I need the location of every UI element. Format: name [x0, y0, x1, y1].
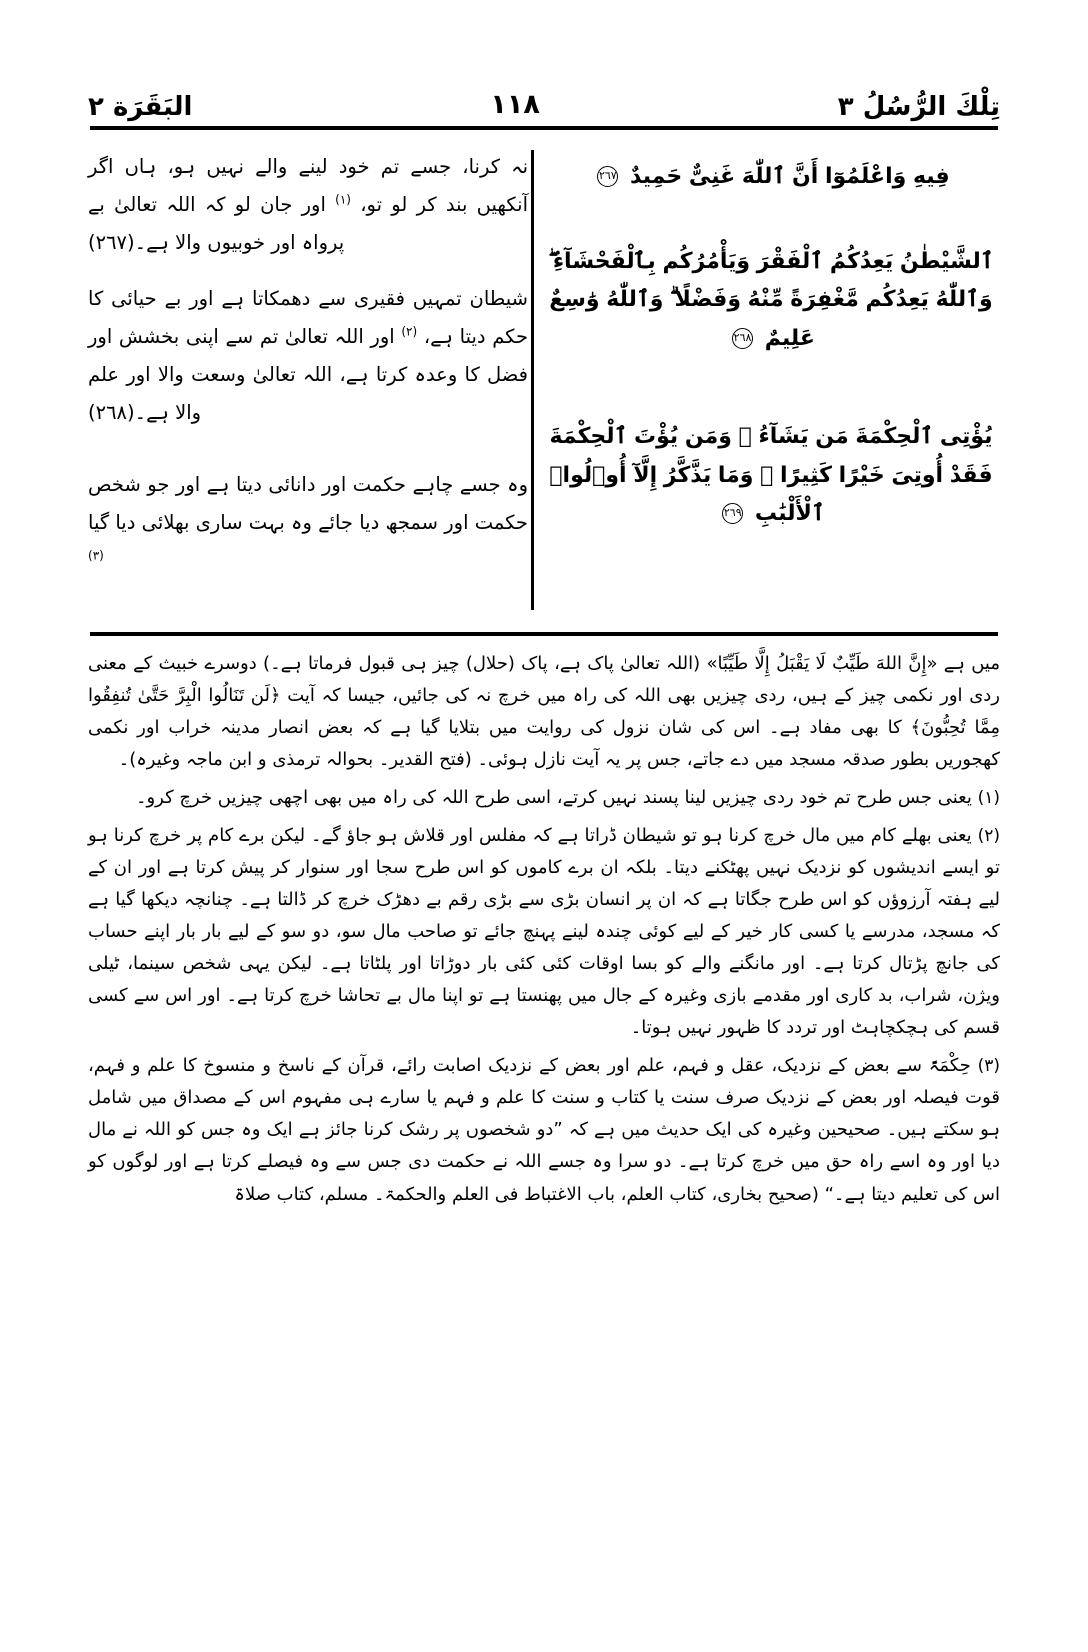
ayah-268-number: ٢٦٨	[732, 328, 753, 349]
translation-269	[88, 466, 528, 580]
ayah-267	[542, 158, 1000, 197]
note-text-1: یعنی جس طرح تم خود ردی چیزیں لینا پسند نہیں کرتے، اسی طرح اللہ کی راہ میں بھی اچھی چیزیں خرچ کرو۔	[135, 787, 972, 809]
note-text-2: یعنی بھلے کام میں مال خرچ کرنا ہو تو شیطان ڈراتا ہے کہ مفلس اور قلاش ہو جاؤ گے۔ لیکن برے کام پر خرچ کرنا ہو تو ایسے اندیشوں کو نزدیک نہیں پھٹکنے دیتا۔ بلکہ ان برے کاموں کو اس طرح سجا اور سنوار کر پیش کرتا ہے اور ان کے لیے ہفتہ آرزوؤں کو اس طرح جگاتا ہے کہ ان پر انسان بڑی سے بڑی رقم بے دھڑک خرچ کر ڈالتا ہے۔ چنانچہ دیکھا گیا ہے کہ مسجد، مدرسے یا کسی کار خیر کے لیے کوئی چندہ لینے پہنچ جائے تو صاحب مال سو، دو سو کے لیے بار بار اپنے حساب کی جانچ پڑتال کرتا ہے۔ اور مانگنے والے کو بسا اوقات کئی کئی بار دوڑاتا اور پلٹاتا ہے۔ لیکن یہی شخص سینما، ٹیلی ویژن، شراب، بد کاری اور مقدمے بازی وغیرہ کے جال میں پھنستا ہے تو اپنا مال بے تحاشا خرچ کرتا ہے۔ اور اس سے کسی قسم کی ہچکچاہٹ اور تردد کا ظہور نہیں ہوتا۔	[88, 825, 1000, 1039]
page-header	[88, 68, 1000, 120]
urdu-translation-column	[88, 146, 528, 584]
note-marker-2: (٢)	[977, 826, 1000, 847]
header-surah-title: البَقَرَة ٢	[88, 92, 193, 122]
commentary-note-3	[88, 1050, 1000, 1210]
arabic-column	[542, 146, 1000, 560]
commentary-section	[88, 648, 1000, 1217]
commentary-divider	[90, 632, 998, 636]
commentary-paragraph-intro: میں ہے «إِنَّ اللهَ طَيِّبٌ لَا يَقْبَلُ إِلَّا طَيِّبًا» (اللہ تعالیٰ پاک ہے، پاک (حلال) چیز ہی قبول فرماتا ہے۔) دوسرے خبیث کے معنی ردی اور نکمی چیز کے ہیں، ردی چیزیں بھی اللہ کی راہ میں خرچ نہ کی جائیں، جیسا کہ آیت ﴿لَن تَنَالُوا الْبِرَّ حَتَّىٰ تُنفِقُوا مِمَّا تُحِبُّونَ﴾ کا بھی مفاد ہے۔ اس کی شان نزول کی روایت میں بتلایا گیا ہے کہ بعض انصار مدینہ خراب اور نکمی کھجوریں بطور صدقہ مسجد میں دے جاتے، جس پر یہ آیت نازل ہوئی۔ (فتح القدیر۔ بحوالہ ترمذی و ابن ماجہ وغیرہ)۔	[88, 653, 1000, 771]
ayah-269	[542, 418, 1000, 534]
note-text-3: حِکْمَۃً سے بعض کے نزدیک، عقل و فہم، علم اور بعض کے نزدیک اصابت رائے، قرآن کے ناسخ و منسوخ کا علم و فہم، قوت فیصلہ اور بعض کے نزدیک صرف سنت یا کتاب و سنت کا علم و فہم یا سارے ہی مفہوم اس کے مصداق میں شامل ہو سکتے ہیں۔ صحیحین وغیرہ کی ایک حدیث میں ہے کہ ”دو شخصوں پر رشک کرنا جائز ہے ایک وہ جس کو اللہ نے مال دیا اور وہ اسے راہ حق میں خرچ کرتا ہے۔ دو سرا وہ جسے اللہ نے حکمت دی جس سے وہ فیصلے کرتا ہے اور لوگوں کو اس کی تعلیم دیتا ہے۔“ (صحیح بخاری، کتاب العلم، باب الاغتباط فی العلم والحکمۃ۔ مسلم، کتاب صلاۃ	[88, 1055, 1000, 1205]
translation-267	[88, 148, 528, 262]
verse-area	[88, 146, 1000, 616]
ayah-268-text: ٱلشَّيْطٰنُ يَعِدُكُمُ ٱلْفَقْرَ وَيَأْمُرُكُم بِٱلْفَحْشَآءِ ۖ وَٱللّٰهُ يَعِدُكُم مَّغْفِرَةً مِّنْهُ وَفَضْلًا ۗ وَٱللّٰهُ وَٰسِعٌ عَلِيمٌ	[548, 248, 994, 351]
ayah-269-number: ٢٦٩	[722, 503, 743, 524]
translation-268-text-after: اور اللہ تعالیٰ تم سے اپنی بخشش اور فضل کا وعدہ کرتا ہے، اللہ تعالیٰ وسعت والا اور علم والا ہے۔(٢٦٨)	[88, 325, 528, 425]
translation-267-text-after: اور جان لو کہ اللہ تعالیٰ بے پرواہ اور خوبیوں والا ہے۔(٢٦٧)	[88, 193, 345, 255]
commentary-note-2	[88, 820, 1000, 1044]
footnote-ref-1: (١)	[335, 192, 351, 207]
footnote-ref-2: (٢)	[401, 324, 418, 339]
note-marker-1: (١)	[977, 788, 1000, 809]
column-divider	[531, 150, 534, 610]
translation-269-text-before: وہ جسے چاہے حکمت اور دانائی دیتا ہے اور جو شخص حکمت اور سمجھ دیا جائے وہ بہت ساری بھلائی دیا گیا	[88, 473, 528, 535]
ayah-267-text: فِيهِ وَاعْلَمُوٓا أَنَّ ٱللّٰهَ غَنِىٌّ حَمِيدٌ	[629, 164, 950, 189]
ayah-268	[542, 243, 1000, 359]
translation-268	[88, 280, 528, 432]
header-juz-title: تِلْكَ الرُّسُلُ ٣	[837, 92, 1000, 122]
header-divider	[90, 126, 998, 130]
note-marker-3: (٣)	[977, 1056, 1000, 1077]
commentary-note-1	[88, 782, 1000, 814]
translation-267-text-before: نہ کرنا، جسے تم خود لینے والے نہیں ہو، ہاں اگر آنکھیں بند کر لو تو،	[88, 155, 529, 217]
translation-268-text-before: شیطان تمہیں فقیری سے دھمکاتا ہے اور بے حیائی کا حکم دیتا ہے،	[88, 287, 529, 349]
ayah-267-number: ٢٦٧	[597, 166, 618, 187]
footnote-ref-3: (٣)	[88, 548, 104, 563]
page-number: ١١٨	[490, 89, 540, 120]
ayah-269-text: يُؤْتِى ٱلْحِكْمَةَ مَن يَشَآءُ ۚ وَمَن يُؤْتَ ٱلْحِكْمَةَ فَقَدْ أُوتِىَ خَيْرًا كَثِيرًا ۗ وَمَا يَذَّكَّرُ إِلَّآ أُو۟لُوا۟ ٱلْأَلْبَٰبِ	[549, 424, 993, 526]
